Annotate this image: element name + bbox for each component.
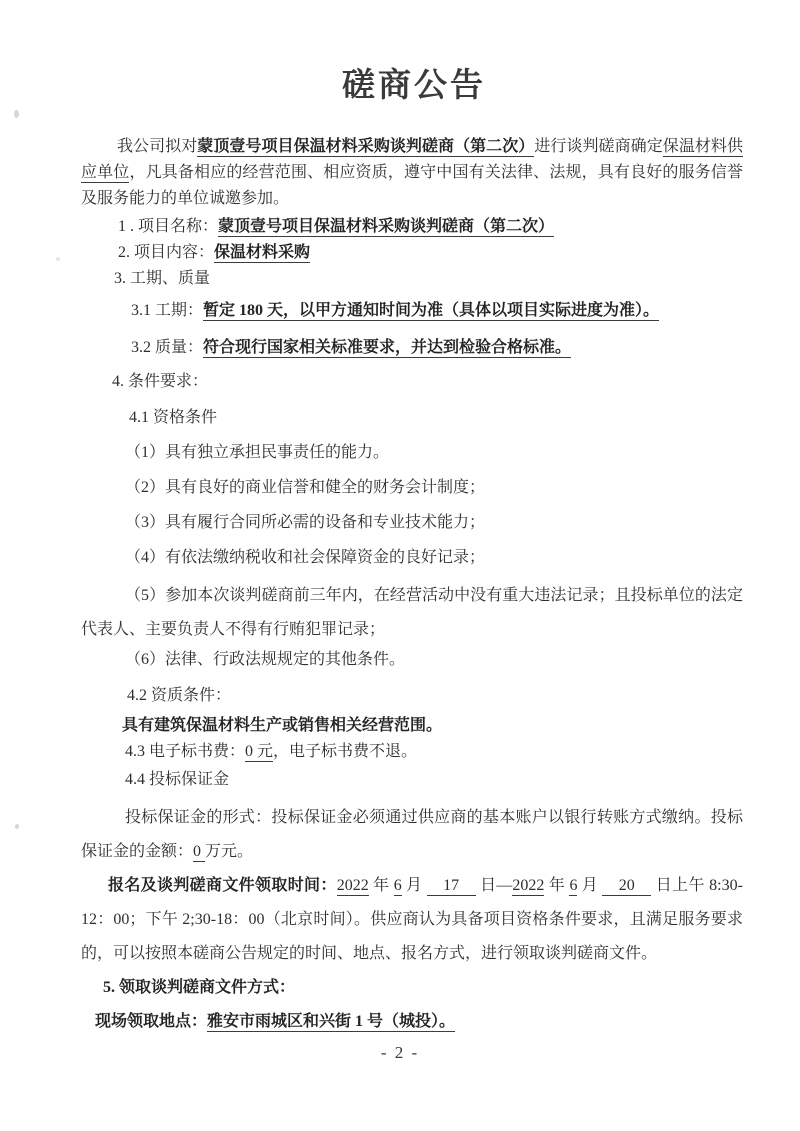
text-segment: 年 xyxy=(544,877,570,894)
text-segment: 进行谈判磋商确定 xyxy=(534,138,663,155)
text-segment: 符合现行国家相关标准要求，并达到检验合格标准。 xyxy=(203,339,572,356)
text-segment: 年 xyxy=(368,877,394,894)
clause-5 xyxy=(81,579,743,647)
item-3-1-duration xyxy=(81,298,743,324)
text-segment: 4.4 投标保证金 xyxy=(125,771,230,788)
bid-bond-paragraph xyxy=(81,801,743,869)
item-5-heading xyxy=(81,971,743,1005)
text-segment: 4.1 资格条件 xyxy=(129,409,218,426)
text-segment: 保温材料采购 xyxy=(214,244,311,261)
text-segment: 我公司拟对 xyxy=(117,138,198,155)
text-segment: 6 xyxy=(393,877,402,894)
item-1-project-name xyxy=(81,214,743,240)
text-segment: 4.3 电子标书费： xyxy=(125,743,246,760)
item-4-3-bid-doc-fee xyxy=(81,739,743,765)
page-title: 磋商公告 xyxy=(342,68,486,104)
text-segment: （2）具有良好的商业信誉和健全的财务会计制度； xyxy=(125,479,486,496)
text-segment: 保温材料供应单位 xyxy=(81,138,743,181)
credential-scope-line xyxy=(81,713,743,739)
text-segment: 6 xyxy=(569,877,578,894)
text-segment: 报名及谈判磋商文件领取时间： xyxy=(108,877,337,894)
text-segment: 4. 条件要求： xyxy=(112,373,209,390)
text-segment: 具有建筑保温材料生产或销售相关经营范围。 xyxy=(122,717,443,734)
text-segment: 雅安市雨城区和兴街 1 号（城投）。 xyxy=(207,1013,456,1030)
text-segment: 万元。 xyxy=(205,843,254,860)
text-segment: 月 xyxy=(401,877,427,894)
text-segment: 蒙顶壹号项目保温材料采购谈判磋商（第二次） xyxy=(218,218,555,235)
scan-artifact xyxy=(56,257,60,261)
text-segment: 月 xyxy=(577,877,603,894)
text-segment: 3.1 工期： xyxy=(131,302,204,319)
text-segment: 20 xyxy=(602,877,652,894)
item-3-2-quality xyxy=(81,335,743,361)
clause-2 xyxy=(81,475,743,501)
item-4-4-bid-bond-heading xyxy=(81,767,743,793)
text-segment: （6）法律、行政法规规定的其他条件。 xyxy=(125,651,406,668)
text-segment: （5）参加本次谈判磋商前三年内，在经营活动中没有重大违法记录；且投标单位的法定代表人、主要负责人不得有行贿犯罪记录； xyxy=(81,587,743,638)
text-segment: 17 xyxy=(426,877,476,894)
document-body xyxy=(0,134,800,1039)
text-segment: 2022 xyxy=(336,877,369,894)
text-segment: 0 xyxy=(193,843,206,860)
text-segment: 蒙顶壹号项目保温材料采购谈判磋商（第二次） xyxy=(197,138,535,155)
scan-artifact xyxy=(15,824,19,829)
clause-4 xyxy=(81,545,743,571)
text-segment: （1）具有独立承担民事责任的能力。 xyxy=(125,444,390,461)
text-segment: 暂定 180 天，以甲方通知时间为准（具体以项目实际进度为准）。 xyxy=(203,302,660,319)
text-segment: 日— xyxy=(475,877,513,894)
item-4-1-qualification xyxy=(81,405,743,431)
text-segment: 3.2 质量： xyxy=(131,339,204,356)
item-4-heading xyxy=(81,369,743,395)
clause-3 xyxy=(81,510,743,536)
scan-artifact xyxy=(14,110,19,118)
text-segment: 2. 项目内容： xyxy=(118,244,215,261)
text-segment: 4.2 资质条件： xyxy=(127,687,232,704)
intro-paragraph xyxy=(81,134,743,212)
item-2-project-content xyxy=(81,240,743,266)
clause-1 xyxy=(81,440,743,466)
signup-time-paragraph xyxy=(81,869,743,971)
text-segment: 现场领取地点： xyxy=(95,1013,208,1030)
text-segment: 1 . 项目名称： xyxy=(118,218,219,235)
text-segment: 0 元 xyxy=(245,743,274,760)
text-segment: 2022 xyxy=(512,877,545,894)
text-segment: ，电子标书费不退。 xyxy=(273,743,418,760)
text-segment: （4）有依法缴纳税收和社会保障资金的良好记录； xyxy=(125,549,486,566)
item-3-heading xyxy=(81,266,743,292)
text-segment: 5. 领取谈判磋商文件方式： xyxy=(103,979,296,996)
clause-6 xyxy=(81,647,743,673)
item-4-2-credential xyxy=(81,683,743,709)
page-number: - 2 - xyxy=(380,1043,420,1062)
pickup-location-line xyxy=(81,1005,743,1039)
text-segment: 投标保证金的形式：投标保证金必须通过供应商的基本账户以银行转账方式缴纳。投标保证金的金额： xyxy=(81,809,743,860)
text-segment: 日上午 8:30-12：00；下午 2;30-18：00（北京时间）。供应商认为具备项目资格条件要求，且满足服务要求的，可以按照本磋商公告规定的时间、地点、报名方式，进行领取谈判磋商文件。 xyxy=(81,877,743,962)
text-segment: （3）具有履行合同所必需的设备和专业技术能力； xyxy=(125,514,486,531)
text-segment: ，凡具备相应的经营范围、相应资质，遵守中国有关法律、法规，具有良好的服务信誉及服务能力的单位诚邀参加。 xyxy=(81,164,743,207)
text-segment: 3. 工期、质量 xyxy=(114,270,211,287)
